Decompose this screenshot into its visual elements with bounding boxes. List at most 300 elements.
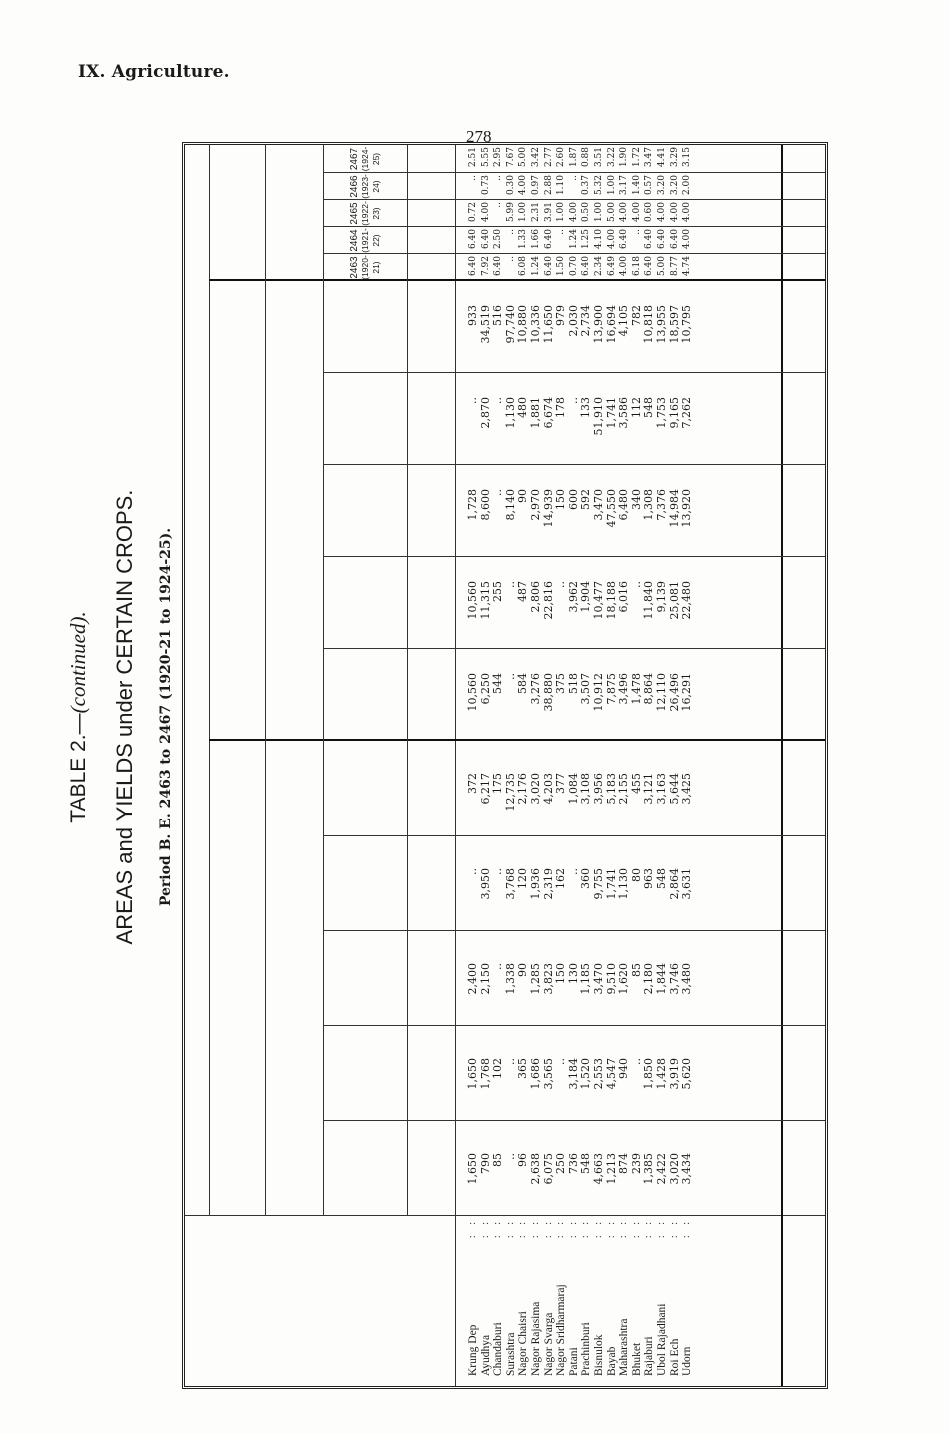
per-rai-year-be: 2467 — [348, 147, 360, 171]
circle-label: Rajaburi — [643, 1336, 656, 1376]
table-cell: 6.40 — [581, 256, 592, 277]
table-cell: 1.72 — [631, 147, 642, 168]
table-cell: 2,030 — [566, 305, 580, 337]
table-cell: 4,547 — [604, 1058, 618, 1090]
table-cell: 7,262 — [680, 397, 694, 429]
yield-year-be — [323, 465, 365, 557]
table-cell: 3,434 — [680, 1153, 694, 1185]
area-unit — [407, 836, 455, 931]
per-rai-unit — [407, 254, 455, 281]
table-cell: 1.24 — [568, 229, 579, 250]
table-cell: 6.40 — [644, 229, 655, 250]
table-cell: 7.67 — [505, 147, 516, 168]
table-cell: 5,183 — [604, 773, 618, 805]
table-cell: 0.60 — [644, 202, 655, 223]
table-cell: 2,553 — [591, 1058, 605, 1090]
total-per-rai — [785, 175, 825, 200]
area-year-ad — [365, 1026, 407, 1121]
circle-label: Krung Dep — [467, 1324, 479, 1376]
areas-column — [467, 773, 694, 836]
table-cell: 372 — [466, 773, 479, 794]
table-cell: 1.50 — [556, 256, 567, 277]
table-cell: 5,644 — [667, 773, 681, 805]
table-cell: 8,600 — [478, 489, 492, 521]
per-rai-year-header — [323, 254, 407, 281]
table-cell: 85 — [491, 1153, 505, 1167]
circle-name — [606, 1216, 619, 1386]
table-cell: 6.40 — [468, 229, 478, 250]
table-cell: 0.97 — [530, 175, 541, 196]
total-area — [785, 1040, 825, 1121]
circle-label: Udorn — [681, 1346, 694, 1376]
circle-name — [543, 1216, 556, 1386]
per-rai-column — [467, 175, 694, 200]
section-heading: IX. Agriculture. — [78, 62, 230, 82]
table-cell: .. — [566, 868, 580, 875]
yields-column — [467, 305, 694, 373]
yield-year-ad — [365, 465, 407, 557]
table-cell: 2.50 — [493, 229, 504, 250]
table-cell: .. — [505, 256, 516, 262]
table-cell: 548 — [579, 1153, 593, 1174]
table-cell: .. — [568, 175, 579, 181]
leader-dots: : : — [555, 1218, 567, 1239]
table-cell: 3,746 — [667, 963, 681, 995]
table-cell: 0.73 — [480, 175, 491, 196]
table-cell: 120 — [516, 868, 530, 889]
per-rai-year-ad: (1923-24) — [359, 174, 381, 199]
table-cell: 1,844 — [654, 963, 668, 995]
table-cell: 8.77 — [669, 256, 680, 277]
table-cell: 544 — [491, 673, 505, 694]
yield-year-be — [323, 281, 365, 373]
table-cell: 3,121 — [642, 773, 656, 805]
table-cell: 3,020 — [528, 773, 542, 805]
table-cell: 1,741 — [604, 868, 618, 900]
total-yield — [785, 567, 825, 649]
table-cell: 377 — [554, 773, 568, 794]
table-cell: 9,510 — [604, 963, 618, 995]
yields-column — [467, 397, 694, 465]
table-cell: 7,875 — [604, 673, 618, 705]
table-cell: 96 — [516, 1153, 530, 1167]
total-area — [785, 1135, 825, 1216]
table-cell: 2,870 — [478, 397, 492, 429]
table-cell: 3,163 — [654, 773, 668, 805]
table-cell: 592 — [579, 489, 593, 510]
table-cell: 10,818 — [642, 305, 656, 344]
table-number-title: TABLE 2.—(continued). — [66, 611, 90, 823]
per-rai-year-heading — [265, 145, 323, 281]
table-cell: 3,020 — [667, 1153, 681, 1185]
table-cell: 14,984 — [667, 489, 681, 528]
leader-dots: : : — [655, 1218, 667, 1239]
circle-label: Nagor Sridharmaraj — [555, 1284, 568, 1376]
table-cell: .. — [503, 673, 517, 680]
table-cell: .. — [491, 489, 505, 496]
yields-year-heading — [265, 281, 323, 741]
circle-label: Bhuket — [630, 1342, 643, 1376]
table-cell: 2.77 — [543, 147, 554, 168]
yield-year-be — [323, 557, 365, 649]
per-rai-year-header — [323, 200, 407, 227]
table-cell: 4.00 — [619, 256, 630, 277]
table-cell: 1,213 — [604, 1153, 618, 1185]
yield-per-rai-heading — [209, 145, 265, 281]
table-cell: 1.66 — [530, 229, 541, 250]
table-cell: .. — [566, 397, 580, 404]
table-cell: 933 — [466, 305, 479, 326]
circle-name — [467, 1216, 480, 1386]
table-cell: 6.08 — [518, 256, 529, 277]
table-cell: 4.00 — [682, 229, 693, 250]
yield-unit — [407, 465, 455, 557]
table-cell: 1,185 — [579, 963, 593, 995]
table-cell: .. — [556, 229, 567, 235]
circle-name — [568, 1216, 581, 1386]
table-cell: 11,650 — [541, 305, 555, 344]
area-unit — [407, 741, 455, 836]
table-cell: 3.47 — [644, 147, 655, 168]
per-rai-year-be: 2466 — [348, 175, 360, 198]
table-cell: 1,881 — [528, 397, 542, 429]
table-cell: 18,188 — [604, 581, 618, 620]
table-cell: 13,955 — [654, 305, 668, 344]
table-cell: 1.24 — [530, 256, 541, 277]
per-rai-column — [467, 229, 694, 254]
table-cell: 6.40 — [656, 229, 667, 250]
table-cell: 2.51 — [468, 147, 478, 168]
leader-dots: : : — [580, 1218, 592, 1239]
table-cell: 10,560 — [466, 673, 479, 712]
table-cell: 150 — [554, 489, 568, 510]
table-cell: 2.00 — [682, 175, 693, 196]
table-cell: 1,308 — [642, 489, 656, 521]
table-cell: 1,650 — [466, 1058, 479, 1090]
table-cell: 1,338 — [503, 963, 517, 995]
per-rai-column — [467, 202, 694, 227]
table-cell: 3,768 — [503, 868, 517, 900]
yield-unit — [407, 557, 455, 649]
table-cell: 10,560 — [466, 581, 479, 620]
circle-name — [530, 1216, 543, 1386]
leader-dots: : : — [529, 1218, 541, 1239]
table-cell: 4,203 — [541, 773, 555, 805]
table-cell: 1.00 — [606, 175, 617, 196]
table-cell: 6,250 — [478, 673, 492, 705]
table-cell: 12,735 — [503, 773, 517, 812]
total-per-rai — [785, 147, 825, 173]
table-cell: 1,768 — [478, 1058, 492, 1090]
table-cell: .. — [493, 202, 504, 208]
table-cell: 1,850 — [642, 1058, 656, 1090]
yield-unit — [407, 281, 455, 373]
table-cell: 2.88 — [543, 175, 554, 196]
table-cell: 365 — [516, 1058, 530, 1079]
yields-column — [467, 673, 694, 741]
table-cell: 1.87 — [568, 147, 579, 168]
table-cell: 1.40 — [631, 175, 642, 196]
per-rai-year-ad: (1920-21) — [359, 255, 381, 280]
table-cell: 6,217 — [478, 773, 492, 805]
table-cell: 3,950 — [478, 868, 492, 900]
per-rai-year-header — [323, 173, 407, 200]
table-cell: 1,130 — [617, 868, 631, 900]
table-cell: 518 — [566, 673, 580, 694]
table-cell: .. — [503, 1153, 517, 1160]
table-cell: 3.15 — [682, 147, 693, 168]
table-cell: 1,285 — [528, 963, 542, 995]
table-cell: 13,920 — [680, 489, 694, 528]
yield-year-ad — [365, 557, 407, 649]
table-cell: 548 — [654, 868, 668, 889]
table-cell: 4.00 — [606, 229, 617, 250]
table-cell: 97,740 — [503, 305, 517, 344]
per-rai-year-be: 2465 — [348, 202, 360, 225]
table-cell: .. — [491, 963, 505, 970]
table-cell: 90 — [516, 489, 530, 503]
table-cell: 2.60 — [556, 147, 567, 168]
table-cell: 736 — [566, 1153, 580, 1174]
table-cell: 6.40 — [493, 256, 504, 277]
table-cell: 90 — [516, 963, 530, 977]
areas-year-heading — [265, 741, 323, 1216]
table-cell: 10,795 — [680, 305, 694, 344]
circle-name — [656, 1216, 669, 1386]
table-cell: 3,108 — [579, 773, 593, 805]
table-cell: 1,084 — [566, 773, 580, 805]
table-cell: 1,478 — [629, 673, 643, 705]
table-cell: .. — [629, 581, 643, 588]
table-cell: 10,880 — [516, 305, 530, 344]
circle-name — [555, 1216, 568, 1386]
table-cell: 2,400 — [466, 963, 479, 995]
page-number: 278 — [466, 127, 492, 146]
area-unit — [407, 1121, 455, 1216]
total-yields-heading — [209, 281, 265, 741]
table-cell: 1,728 — [466, 489, 479, 521]
table-cell: 5.00 — [606, 202, 617, 223]
per-rai-year-ad: (1921-22) — [359, 228, 381, 253]
circle-label: Ayudhya — [479, 1334, 492, 1376]
table-cell: 487 — [516, 581, 530, 602]
table-cell: .. — [491, 397, 505, 404]
table-cell: 340 — [629, 489, 643, 510]
table-cell: 360 — [579, 868, 593, 889]
yields-column — [467, 581, 694, 649]
leader-dots: : : — [592, 1218, 604, 1239]
circle-label: Prachinburi — [580, 1322, 593, 1376]
table-cell: 14,939 — [541, 489, 555, 528]
table-cell: 4.00 — [619, 202, 630, 223]
table-cell: 1.90 — [619, 147, 630, 168]
per-rai-column — [467, 256, 694, 281]
table-cell: 4.00 — [518, 175, 529, 196]
table-cell: 3.22 — [606, 147, 617, 168]
circle-label: Maharashtra — [618, 1318, 631, 1376]
table-cell: 162 — [554, 868, 568, 889]
circles-heading — [185, 1216, 455, 1386]
table-cell: 10,336 — [528, 305, 542, 344]
area-year-be — [323, 741, 365, 836]
table-cell: 13,900 — [591, 305, 605, 344]
circle-name — [492, 1216, 505, 1386]
yield-year-be — [323, 649, 365, 741]
yield-unit — [407, 649, 455, 741]
total-yield — [785, 383, 825, 465]
table-cell: 1,620 — [617, 963, 631, 995]
table-cell: 34,519 — [478, 305, 492, 344]
total-area — [785, 945, 825, 1026]
table-cell: 4.41 — [656, 147, 667, 168]
per-rai-unit — [407, 227, 455, 254]
table-cell: 6.40 — [644, 256, 655, 277]
total-yield — [785, 475, 825, 557]
table-cell: 3.51 — [593, 147, 604, 168]
table-cell: 3,823 — [541, 963, 555, 995]
table-cell: 0.70 — [568, 256, 579, 277]
circle-label: Chandaburi — [492, 1322, 505, 1376]
table-cell: 4.00 — [682, 202, 693, 223]
table-cell: 3.91 — [543, 202, 554, 223]
circle-name — [669, 1216, 682, 1386]
total-per-rai — [785, 256, 825, 281]
table-cell: 178 — [554, 397, 568, 418]
maize-table — [182, 142, 828, 1389]
table-cell: 790 — [478, 1153, 492, 1174]
table-cell: 3,586 — [617, 397, 631, 429]
areas-column — [467, 1058, 694, 1121]
table-cell: 102 — [491, 1058, 505, 1079]
circle-name — [505, 1216, 518, 1386]
table-cell: 4,663 — [591, 1153, 605, 1185]
table-cell: 16,291 — [680, 673, 694, 712]
per-rai-unit — [407, 200, 455, 227]
leader-dots: : : — [492, 1218, 504, 1239]
table-cell: 2.31 — [530, 202, 541, 223]
table-cell: 0.50 — [581, 202, 592, 223]
table-cell: 480 — [516, 397, 530, 418]
total-area — [785, 755, 825, 836]
table-cell: 38,880 — [541, 673, 555, 712]
circle-label: Nagor Svarga — [542, 1312, 555, 1376]
table-cell: .. — [503, 1058, 517, 1065]
table-cell: 2,638 — [528, 1153, 542, 1185]
table-cell: 10,477 — [591, 581, 605, 620]
table-cell: 1,741 — [604, 397, 618, 429]
total-label — [781, 1216, 825, 1386]
circle-name — [480, 1216, 493, 1386]
area-year-be — [323, 1026, 365, 1121]
leader-dots: : : — [668, 1218, 680, 1239]
table-cell: 9,165 — [667, 397, 681, 429]
table-cell: 1,520 — [579, 1058, 593, 1090]
table-cell: 2,150 — [478, 963, 492, 995]
table-cell: 3.17 — [619, 175, 630, 196]
table-cell: 133 — [579, 397, 593, 418]
yield-year-be — [323, 373, 365, 465]
table-cell: 4.74 — [682, 256, 693, 277]
yield-year-ad — [365, 649, 407, 741]
table-cell: 3,956 — [591, 773, 605, 805]
table-cell: .. — [629, 1058, 643, 1065]
per-rai-year-ad: (1922-23) — [359, 201, 381, 226]
table-cell: 1,936 — [528, 868, 542, 900]
table-cell: .. — [466, 868, 479, 875]
table-cell: 3,496 — [617, 673, 631, 705]
table-cell: 2,734 — [579, 305, 593, 337]
table-cell: 22,480 — [680, 581, 694, 620]
per-rai-year-ad: (1924-25) — [359, 146, 381, 172]
table-cell: 584 — [516, 673, 530, 694]
yield-year-ad — [365, 281, 407, 373]
table-cell: .. — [493, 175, 504, 181]
table-cell: 4.00 — [631, 202, 642, 223]
table-cell: 25,081 — [667, 581, 681, 620]
table-cell: 6,674 — [541, 397, 555, 429]
crop-heading — [185, 145, 209, 1216]
table-cell: 47,550 — [604, 489, 618, 528]
table-cell: 600 — [566, 489, 580, 510]
table-cell: 255 — [491, 581, 505, 602]
rule — [781, 145, 783, 1386]
table-cell: 2,176 — [516, 773, 530, 805]
circle-name — [517, 1216, 530, 1386]
table-cell: 1,686 — [528, 1058, 542, 1090]
table-cell: 1,753 — [654, 397, 668, 429]
circle-name — [643, 1216, 656, 1386]
yield-unit — [407, 373, 455, 465]
table-cell: 4,105 — [617, 305, 631, 337]
circle-name — [618, 1216, 631, 1386]
total-yield — [785, 291, 825, 373]
table-cell: 1.33 — [518, 229, 529, 250]
circle-label: Surashtra — [504, 1332, 517, 1376]
table-cell: 239 — [629, 1153, 643, 1174]
rule — [455, 145, 456, 1386]
table-cell: 6.18 — [631, 256, 642, 277]
table-cell: 150 — [554, 963, 568, 984]
table-cell: 3,919 — [667, 1058, 681, 1090]
yield-year-ad — [365, 373, 407, 465]
areas-column — [467, 963, 694, 1026]
table-cell: 130 — [566, 963, 580, 984]
circle-name — [593, 1216, 606, 1386]
area-year-be — [323, 1121, 365, 1216]
leader-dots: : : — [618, 1218, 630, 1239]
table-cell: 51,910 — [591, 397, 605, 436]
area-year-be — [323, 931, 365, 1026]
table-cell: 6.40 — [543, 256, 554, 277]
table-cell: 16,694 — [604, 305, 618, 344]
table-cell: 3,962 — [566, 581, 580, 613]
table-cell: 12,110 — [654, 673, 668, 712]
per-rai-year-header — [323, 145, 407, 173]
leader-dots: : : — [643, 1218, 655, 1239]
table-cell: 6,075 — [541, 1153, 555, 1185]
area-year-be — [323, 836, 365, 931]
table-cell: 6.40 — [669, 229, 680, 250]
table-cell: 3,470 — [591, 489, 605, 521]
table-cell: 0.88 — [581, 147, 592, 168]
table-cell: .. — [503, 581, 517, 588]
table-cell: 4.00 — [480, 202, 491, 223]
table-cell: 3,631 — [680, 868, 694, 900]
circle-label: Bayab — [605, 1346, 618, 1376]
table-cell: 5.32 — [593, 175, 604, 196]
table-cell: 7.92 — [480, 256, 491, 277]
table-cell: 2.34 — [593, 256, 604, 277]
